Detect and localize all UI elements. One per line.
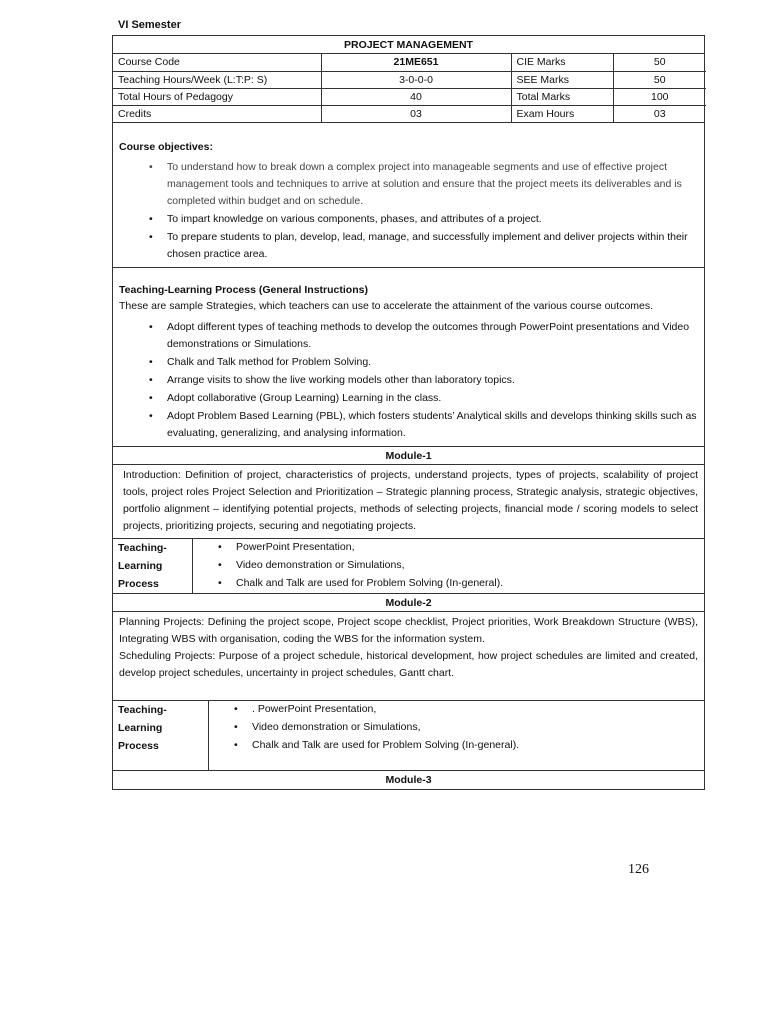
list-item: • To impart knowledge on various components, phases, and attributes of a project. [149, 211, 698, 228]
info-row [113, 71, 706, 88]
info-label: Course Code [113, 54, 321, 71]
page-number: 126 [628, 862, 649, 877]
info-row [113, 105, 706, 122]
objectives-list [119, 159, 698, 263]
tlp-general-list [119, 319, 698, 442]
info-value: 03 [653, 107, 666, 120]
tlp-general-intro: These are sample Strategies, which teachers can use to accelerate the attainment of the various course outcomes. [119, 300, 654, 312]
teaching-learning-general [113, 268, 704, 447]
list-item: • Adopt Problem Based Learning (PBL), which fosters students’ Analytical skills and develops thinking skills such as evaluating, generalizing, and analysing information. [149, 408, 698, 442]
course-objectives [113, 123, 704, 268]
info-value: 50 [613, 54, 706, 71]
module-1-content: Introduction: Definition of project, characteristics of projects, understand projects, types of projects, scalability of project tools, project roles Project Selection and Prioritization – Strategic planning process, Strategic analysis, strategic objectives, portfolio alignment – identifying potential projects, methods of selecting projects, financial mode / scoring models to select projects, prioritizing projects, securing and negotiating projects. [113, 465, 704, 539]
info-value: 100 [613, 88, 706, 105]
info-label: Credits [113, 105, 321, 122]
list-item: • To understand how to break down a complex project into manageable segments and use of effective project management tools and techniques to arrive at solution and ensure that the project meets its deliverables and is completed within budget and on schedule. [149, 159, 698, 210]
info-row [113, 54, 706, 71]
info-label: Teaching Hours/Week (L:T:P: S) [113, 71, 321, 88]
course-info [113, 54, 704, 123]
module-2-planning: Planning Projects: Defining the project scope, Project scope checklist, Project priorities, Work Breakdown Structure (WBS), Integrating WBS with organisation, coding the WBS for the information system. [119, 616, 698, 645]
tlp-list [209, 701, 704, 770]
module-3-title: Module-3 [385, 774, 432, 786]
module-2-scheduling: Scheduling Projects: Purpose of a project schedule, historical development, how project schedules are limited and created, develop project schedules, uncertainty in project schedules, Gantt chart. [119, 650, 698, 679]
module-1-title: Module-1 [113, 447, 704, 465]
info-value: 21ME651 [321, 54, 511, 71]
tlp-general-title: Teaching-Learning Process (General Instructions) [119, 284, 368, 296]
module-1-tlp [113, 539, 704, 594]
semester-heading: VI Semester [118, 19, 181, 31]
tlp-list [193, 539, 704, 593]
list-item: • Video demonstration or Simulations, [218, 557, 704, 574]
info-label: Total Hours of Pedagogy [113, 88, 321, 105]
list-item: • Chalk and Talk method for Problem Solving. [149, 354, 698, 371]
syllabus-table [112, 35, 705, 790]
module-2-tlp [113, 701, 704, 771]
info-row [113, 88, 706, 105]
list-item: • Adopt collaborative (Group Learning) Learning in the class. [149, 390, 698, 407]
list-item: • Adopt different types of teaching methods to develop the outcomes through PowerPoint presentations and Video demonstrations or Simulations. [149, 319, 698, 353]
list-item: • Chalk and Talk are used for Problem Solving (In-general). [234, 737, 704, 754]
module-2-content [113, 612, 704, 701]
tlp-label: Teaching-Learning Process [113, 701, 209, 770]
list-item: • . PowerPoint Presentation, [234, 701, 704, 718]
info-value: 40 [321, 88, 511, 105]
info-value: 50 [613, 71, 706, 88]
list-item: • To prepare students to plan, develop, lead, manage, and successfully implement and deliver projects within their chosen practice area. [149, 229, 698, 263]
objectives-title: Course objectives: [119, 141, 213, 153]
info-label: CIE Marks [511, 54, 613, 71]
tlp-label: Teaching-Learning Process [113, 539, 193, 593]
info-value: 3-0-0-0 [321, 71, 511, 88]
info-value: 03 [321, 105, 511, 122]
list-item: • Chalk and Talk are used for Problem Solving (In-general). [218, 575, 704, 592]
list-item: • PowerPoint Presentation, [218, 539, 704, 556]
list-item: • Video demonstration or Simulations, [234, 719, 704, 736]
info-label: Total Marks [511, 88, 613, 105]
info-label: Exam Hours [511, 105, 613, 122]
module-2-title: Module-2 [113, 594, 704, 612]
course-title: PROJECT MANAGEMENT [113, 36, 704, 54]
list-item: • Arrange visits to show the live working models other than laboratory topics. [149, 372, 698, 389]
info-label: SEE Marks [511, 71, 613, 88]
